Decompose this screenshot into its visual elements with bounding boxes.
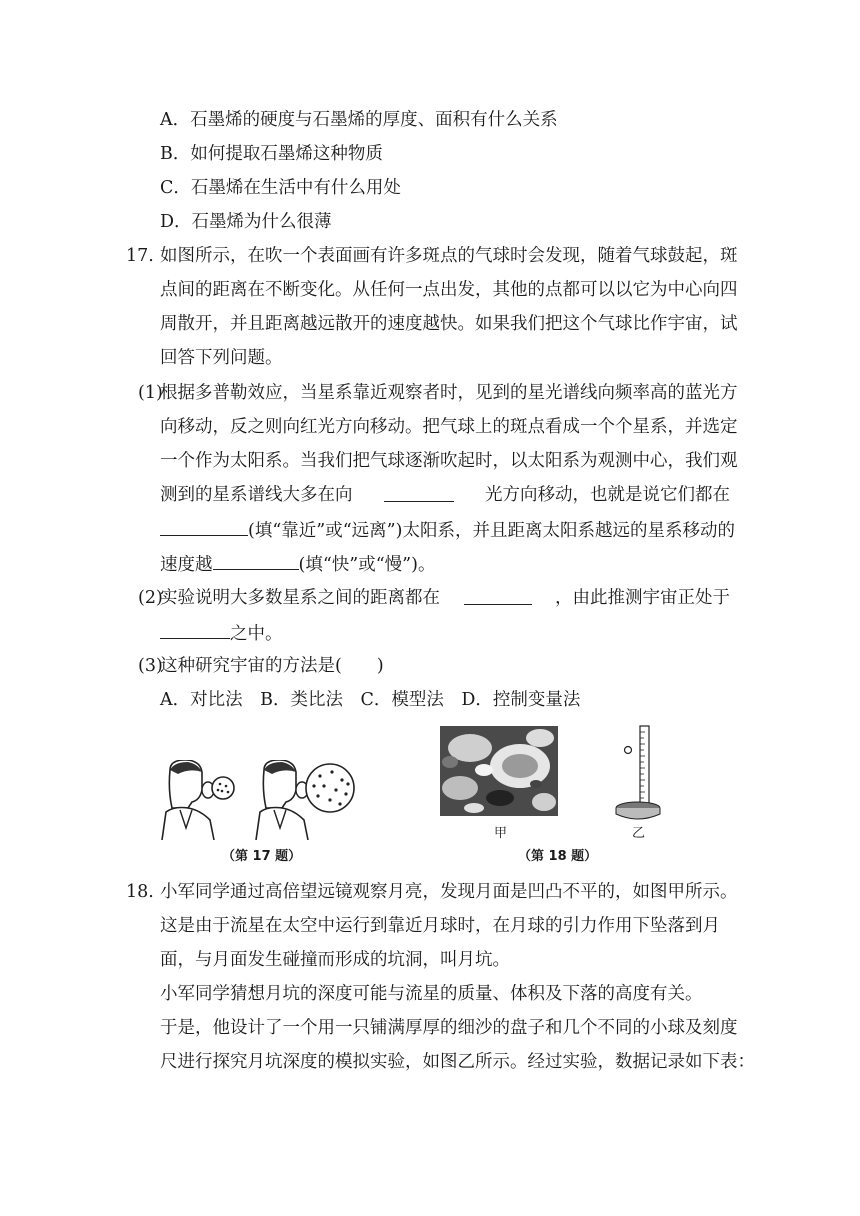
balloon-figure (160, 760, 360, 840)
q17-stem-line-4: 回答下列问题。 (160, 348, 283, 368)
q17-part2-text-b: ，由此推测宇宙正处于 (555, 588, 730, 608)
answer-blank-4[interactable] (464, 586, 532, 605)
figure-17-caption: （第 17 题） (222, 849, 302, 864)
q17-part1-text-b: 光方向移动，也就是说它们都在 (485, 485, 730, 505)
q17-part2-text-c: 之中。 (230, 624, 283, 644)
q17-part3-label: (3) (138, 656, 163, 676)
q16-option-a: A．石墨烯的硬度与石墨烯的厚度、面积有什么关系 (160, 110, 558, 130)
answer-blank-1[interactable] (384, 483, 454, 502)
q18-line-5: 于是，他设计了一个用一只铺满厚厚的细沙的盘子和几个不同的小球及刻度 (160, 1018, 738, 1038)
q17-part1-text-a: 测到的星系谱线大多在向 (160, 485, 353, 505)
q17-part1-line-3: 一个作为太阳系。当我们把气球逐渐吹起时，以太阳系为观测中心，我们观 (160, 451, 738, 471)
q18-line-4: 小军同学猜想月坑的深度可能与流星的质量、体积及下落的高度有关。 (160, 984, 703, 1004)
figure-18-label-yi: 乙 (632, 826, 646, 841)
q17-part1-label: (1) (138, 383, 163, 403)
q17-part2-line-2 (160, 620, 283, 646)
q16-option-b: B．如何提取石墨烯这种物质 (160, 144, 383, 164)
person-large-balloon (256, 760, 354, 840)
q17-part1-text-e: (填“快”或“慢”)。 (298, 555, 436, 575)
answer-blank-2[interactable] (160, 517, 248, 536)
q17-part3-text: 这种研究宇宙的方法是( ) (160, 656, 384, 676)
answer-blank-3[interactable] (213, 551, 299, 570)
q17-part1-line-1: 根据多普勒效应，当星系靠近观察者时，见到的星光谱线向频率高的蓝光方 (160, 383, 738, 403)
q17-part1-text-d: 速度越 (160, 555, 213, 575)
q17-part1-text-c: (填“靠近”或“远离”)太阳系，并且距离太阳系越远的星系移动的 (248, 521, 735, 541)
q18-number: 18. (126, 882, 154, 902)
figure-18-caption: （第 18 题） (518, 849, 598, 864)
moon-surface-photo (440, 726, 558, 816)
q17-part2-label: (2) (138, 588, 163, 608)
answer-blank-5[interactable] (160, 620, 230, 639)
ruler-sand-plate-diagram (612, 724, 670, 824)
q17-stem-line-2: 点间的距离在不断变化。从任何一点出发，其他的点都可以以它为中心向四 (160, 280, 738, 300)
q17-part1-line-6 (160, 551, 435, 577)
person-small-balloon (162, 760, 234, 840)
q17-part3-options: A．对比法 B．类比法 C．模型法 D．控制变量法 (160, 690, 581, 710)
q17-part2-text-a: 实验说明大多数星系之间的距离都在 (160, 588, 440, 608)
q17-part1-line-2: 向移动，反之则向红光方向移动。把气球上的斑点看成一个个星系，并选定 (160, 417, 738, 437)
q17-stem-line-3: 周散开，并且距离越远散开的速度越快。如果我们把这个气球比作宇宙，试 (160, 314, 738, 334)
q18-line-3: 面，与月面发生碰撞而形成的坑洞，叫月坑。 (160, 950, 510, 970)
q16-option-c: C．石墨烯在生活中有什么用处 (160, 178, 401, 198)
q18-line-6: 尺进行探究月坑深度的模拟实验，如图乙所示。经过实验，数据记录如下表： (160, 1052, 755, 1072)
q17-part2-line-1 (160, 586, 730, 610)
q18-line-2: 这是由于流星在太空中运行到靠近月球时，在月球的引力作用下坠落到月 (160, 916, 720, 936)
q17-part1-line-5 (160, 517, 735, 543)
figure-18-label-jia: 甲 (494, 826, 508, 841)
q17-number: 17. (126, 246, 154, 266)
q17-stem-line-1: 如图所示，在吹一个表面画有许多斑点的气球时会发现，随着气球鼓起，斑 (160, 246, 738, 266)
q17-part1-line-4 (160, 483, 730, 507)
q18-line-1: 小军同学通过高倍望远镜观察月亮，发现月面是凹凸不平的，如图甲所示。 (160, 882, 738, 902)
q16-option-d: D．石墨烯为什么很薄 (160, 212, 332, 232)
